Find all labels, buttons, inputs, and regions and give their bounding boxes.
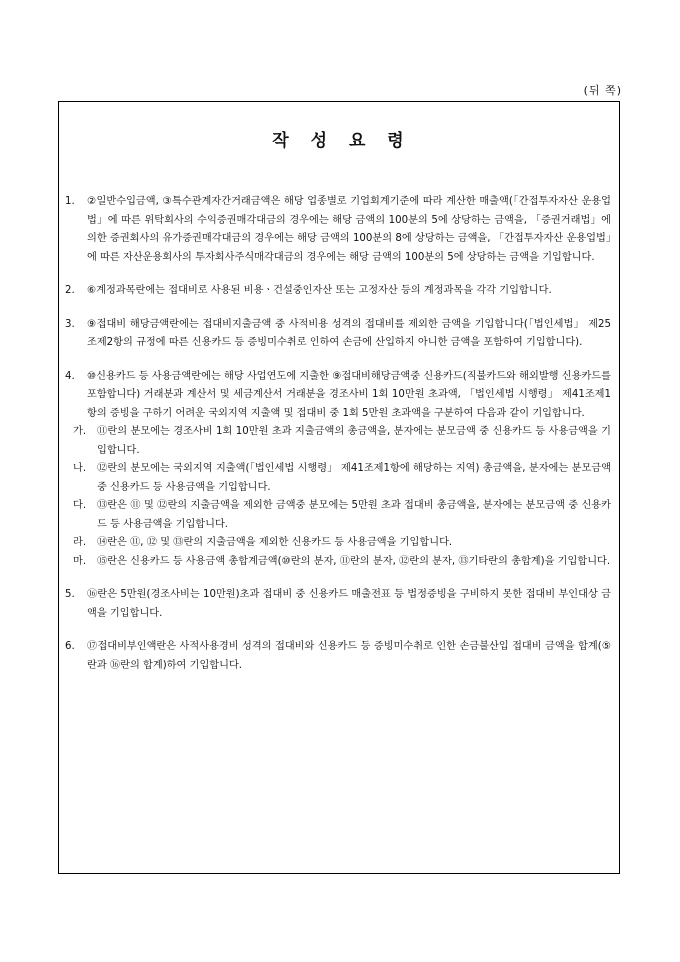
sub-item-label: 마.	[73, 555, 87, 567]
sub-item-text: ⑮란은 신용카드 등 사용금액 총합계금액(⑩란의 분자, ⑪란의 분자, ⑫란의 분자, ⑬기타란의 총합계)을 기입합니다.	[97, 555, 611, 567]
sub-item-text: ⑪란의 분모에는 경조사비 1회 10만원 초과 지출금액의 총금액을, 분자에는 분모금액 중 신용카드 등 사용금액을 기입합니다.	[97, 426, 611, 456]
item-number: 5.	[65, 589, 75, 600]
sub-item-ra	[65, 534, 611, 553]
sub-item-text: ⑫란의 분모에는 국외지역 지출액(「법인세법 시행령」 제41조제1항에 해당하는 지역) 총금액을, 분자에는 분모금액 중 신용카드 등 사용금액을 기입합니다.	[97, 463, 611, 493]
instructions-content	[65, 193, 611, 675]
item-number: 6.	[65, 641, 75, 652]
item-text: ⑩신용카드 등 사용금액란에는 해당 사업연도에 지출한 ⑨접대비해당금액중 신용카드(직불카드와 해외발행 신용카드를 포함합니다) 거래분과 계산서 및 세금계산서 거래분을 경조사비 1회 10만원 초과액, 「법인세법 시행령」 제41조제1항의 증빙을 구하기 어려운 국외지역 지출액 및 접대비 중 1회 5만원 초과액을 구분하여 다음과 같이 기입합니다.	[87, 370, 611, 419]
page-side-label: (뒤 쪽)	[583, 84, 622, 97]
sub-item-da	[65, 497, 611, 534]
item-text: ⑰접대비부인액란은 사적사용경비 성격의 접대비와 신용카드 등 증빙미수취로 인한 손금불산입 접대비 금액을 합계(⑤란과 ⑯란의 합계)하여 기입합니다.	[87, 641, 611, 671]
item-number: 4.	[65, 370, 75, 382]
instruction-item-1	[65, 193, 611, 267]
item-text: ⑥계정과목란에는 접대비로 사용된 비용ㆍ건설중인자산 또는 고정자산 등의 계정과목을 각각 기입합니다.	[87, 285, 552, 296]
sub-item-label: 나.	[73, 463, 87, 474]
item-text: ⑨접대비 해당금액란에는 접대비지출금액 중 사적비용 성격의 접대비를 제외한 금액을 기입합니다(「법인세법」 제25조제2항의 규정에 따른 신용카드 등 증빙미수취로 인하여 손금에 산입하지 아니한 금액을 포함하여 기입합니다).	[87, 318, 611, 348]
sub-item-label: 라.	[73, 537, 87, 548]
sub-item-label: 다.	[73, 500, 87, 511]
instruction-item-3	[65, 316, 611, 353]
instruction-item-6	[65, 638, 611, 675]
sub-item-text: ⑬란은 ⑪ 및 ⑫란의 지출금액을 제외한 금액중 분모에는 5만원 초과 접대비 총금액을, 분자에는 분모금액 중 신용카드 등 사용금액을 기입합니다.	[97, 500, 611, 530]
instruction-item-4	[65, 368, 611, 424]
item-number: 1.	[65, 196, 75, 207]
sub-item-ma	[65, 553, 611, 572]
sub-item-na	[65, 460, 611, 497]
sub-item-text: ⑭란은 ⑪, ⑫ 및 ⑬란의 지출금액을 제외한 신용카드 등 사용금액을 기입합니다.	[97, 537, 453, 548]
item-number: 3.	[65, 318, 75, 330]
page-title: 작 성 요 령	[272, 131, 406, 151]
instruction-item-5	[65, 586, 611, 623]
item-number: 2.	[65, 285, 75, 296]
instruction-item-2	[65, 282, 611, 301]
sub-item-label: 가.	[73, 426, 87, 437]
sub-item-ga	[65, 423, 611, 460]
item-text: ⑯란은 5만원(경조사비는 10만원)초과 접대비 중 신용카드 매출전표 등 법정증빙을 구비하지 못한 접대비 부인대상 금액을 기입합니다.	[87, 589, 611, 619]
instructions-box	[58, 101, 620, 874]
item-text: ②일반수입금액, ③특수관계자간거래금액은 해당 업종별로 기업회계기준에 따라 계산한 매출액(「간접투자자산 운용업법」에 따른 위탁회사의 수익증권매각대금의 경우에는 해당 금액의 100분의 5에 상당하는 금액을, 「증권거래법」에 의한 증권회사의 유가증권매각대금의 경우에는 해당 금액의 100분의 8에 상당하는 금액을, 「간접투자자산 운용업법」에 따른 자산운용회사의 투자회사주식매각대금의 경우에는 해당 금액의 100분의 5에 상당하는 금액을 기입합니다.	[87, 196, 611, 263]
